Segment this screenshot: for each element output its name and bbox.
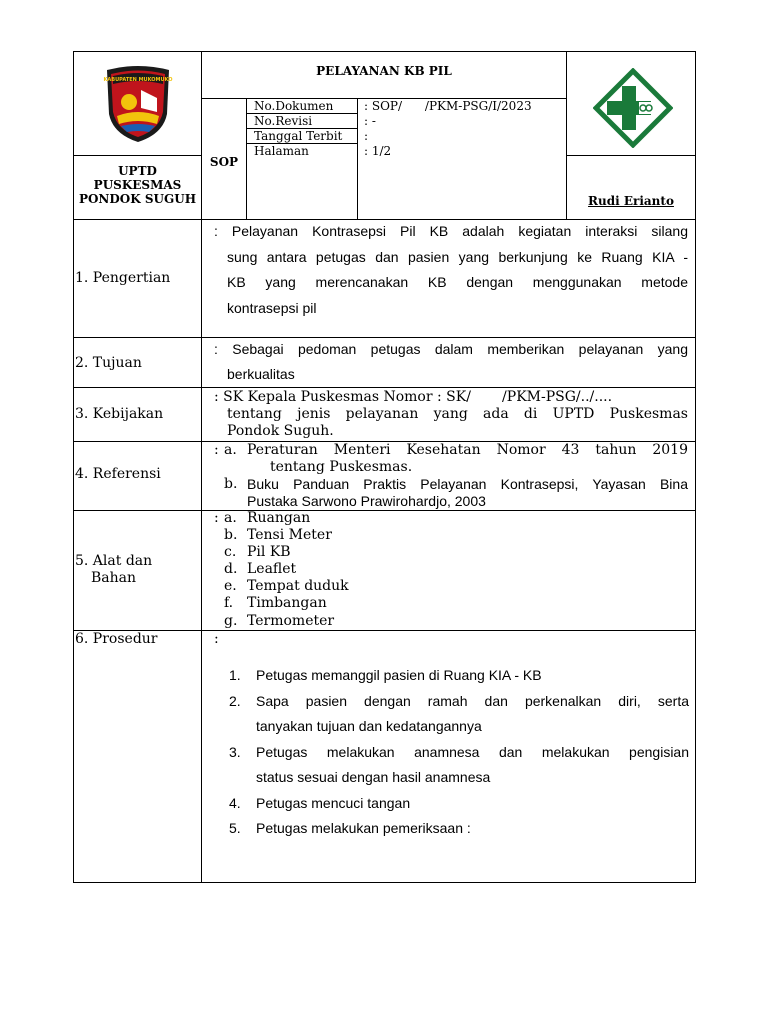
prosedur-step-5-line-1: Petugas melakukan pemeriksaan : [256,820,471,836]
pengertian-line-1: : Pelayanan Kontrasepsi Pil KB adalah kegiatan interaksi silang [214,223,688,239]
prosedur-step [229,816,689,842]
prosedur-step-marker: 1. [229,667,241,683]
alat-item: b. Tensi Meter [224,527,332,544]
prosedur-step-4-line-1: Petugas mencuci tangan [256,794,411,811]
referensi-label: 4. Referensi [75,466,161,482]
tujuan-content [214,337,688,387]
sop-label: SOP [209,155,239,169]
regency-logo [103,64,173,144]
pengertian-line-2: sung antara petugas dan pasien yang berkunjung ke Ruang KIA - [227,248,688,265]
alat-item: f. Timbangan [224,595,327,612]
pengertian-content [214,219,688,321]
prosedur-step-marker: 2. [229,692,241,709]
referensi-marker-a: a. [224,442,237,458]
kebijakan-line-3: Pondok Suguh. [227,423,334,439]
prosedur-colon: : [214,631,219,647]
prosedur-step-3-line-2: status sesuai dengan hasil anamnesa [256,769,491,785]
referensi-b-line-2: Pustaka Sarwono Prawirohardjo, 2003 [247,492,486,509]
alat-item: a. Ruangan [224,510,311,526]
pengertian-line-4: kontrasepsi pil [227,299,317,316]
org-name-line-2: PUSKESMAS [93,178,182,192]
tujuan-line-2: berkualitas [227,366,295,382]
referensi-marker-b: b. [224,476,238,492]
alat-label-line-2: Bahan [91,570,137,586]
puskesmas-logo [593,68,673,148]
alat-list [224,510,624,630]
referensi-a-line-1: Peraturan Menteri Kesehatan Nomor 43 tahun 2019 [247,442,688,458]
pengertian-line-3: KB yang merencanakan KB dengan menggunakan metode [227,274,688,290]
alat-item: e. Tempat duduk [224,578,349,595]
prosedur-step [229,689,689,740]
kebijakan-content [214,389,688,440]
alat-label-line-1: 5. Alat dan [75,553,153,569]
referensi-b-line-1: Buku Panduan Praktis Pelayanan Kontrasepsi, Yayasan Bina [247,476,688,492]
document-title: PELAYANAN KB PIL [316,64,452,78]
prosedur-step-2-line-2: tanyakan tujuan dan kedatangannya [256,718,482,734]
kebijakan-label: 3. Kebijakan [75,406,164,422]
issue-date-value: : [364,129,369,143]
referensi-a-line-2: tentang Puskesmas. [270,458,413,475]
prosedur-step-marker: 3. [229,743,241,760]
pengertian-label: 1. Pengertian [75,270,171,286]
signatory-name: Rudi Erianto [588,194,674,208]
prosedur-label: 6. Prosedur [75,631,158,647]
page-label: Halaman [254,144,309,158]
prosedur-step [229,791,689,817]
doc-number-value: : SOP/ /PKM-PSG/I/2023 [364,99,532,113]
svg-text:KABUPATEN MUKOMUKO: KABUPATEN MUKOMUKO [103,77,173,83]
prosedur-step-marker: 4. [229,794,241,811]
referensi-colon: : [214,442,219,458]
revision-label: No.Revisi [254,114,313,128]
tujuan-label: 2. Tujuan [75,355,142,371]
prosedur-step-marker: 5. [229,820,241,836]
alat-label [75,553,152,587]
alat-item: d. Leaflet [224,561,297,578]
issue-date-label: Tanggal Terbit [254,129,343,143]
alat-item: g. Termometer [224,612,335,629]
org-name [74,164,201,206]
kebijakan-line-1: : SK Kepala Puskesmas Nomor : SK/ /PKM-PSG/../.... [214,389,613,405]
kebijakan-line-2: tentang jenis pelayanan yang ada di UPTD Puskesmas [227,406,688,422]
alat-item: c. Pil KB [224,544,291,561]
prosedur-step [229,663,689,689]
prosedur-step-1-line-1: Petugas memanggil pasien di Ruang KIA - KB [256,667,542,683]
page-value: : 1/2 [364,144,392,158]
org-name-line-3: PONDOK SUGUH [78,192,197,206]
prosedur-step-2-line-1: Sapa pasien dengan ramah dan perkenalkan diri, serta [256,692,689,709]
org-name-line-1: UPTD [118,164,157,178]
doc-number-label: No.Dokumen [254,99,334,113]
prosedur-list [229,663,689,842]
revision-value: : - [364,114,376,128]
prosedur-step-3-line-1: Petugas melakukan anamnesa dan melakukan pengisian [256,743,689,760]
alat-colon: : [214,510,219,526]
prosedur-step [229,740,689,791]
tujuan-line-1: : Sebagai pedoman petugas dalam memberikan pelayanan yang [214,341,688,357]
